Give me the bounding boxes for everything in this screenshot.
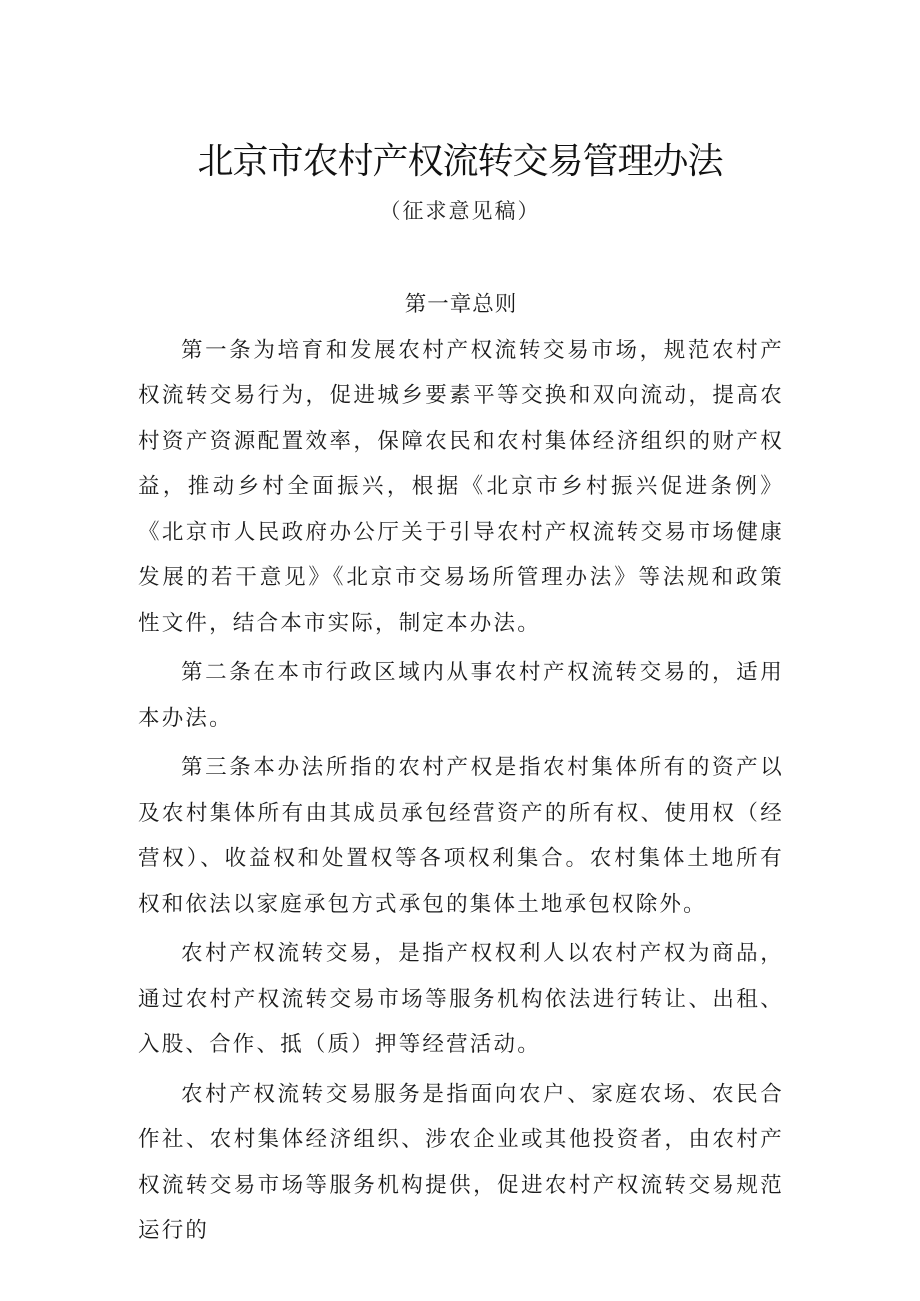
transaction-definition-paragraph: 农村产权流转交易，是指产权权利人以农村产权为商品，通过农村产权流转交易市场等服务机构依法进行转让、出租、入股、合作、抵（质）押等经营活动。 bbox=[138, 941, 784, 1057]
article-2-paragraph: 第二条在本市行政区域内从事农村产权流转交易的，适用本办法。 bbox=[138, 660, 784, 731]
service-definition-paragraph: 农村产权流转交易服务是指面向农户、家庭农场、农民合作社、农村集体经济组织、涉农企业或其他投资者，由农村产权流转交易市场等服务机构提供，促进农村产权流转交易规范运行的 bbox=[138, 1081, 784, 1243]
document-body bbox=[138, 282, 784, 1258]
article-3-paragraph: 第三条本办法所指的农村产权是指农村集体所有的资产以及农村集体所有由其成员承包经营资产的所有权、使用权（经营权）、收益权和处置权等各项权利集合。农村集体土地所有权和依法以家庭承包方式承包的集体土地承包权除外。 bbox=[138, 755, 784, 917]
document-title: 北京市农村产权流转交易管理办法 bbox=[197, 141, 723, 182]
chapter-heading: 第一章总则 bbox=[404, 292, 518, 317]
article-1-paragraph: 第一条为培育和发展农村产权流转交易市场，规范农村产权流转交易行为，促进城乡要素平等交换和双向流动，提高农村资产资源配置效率，保障农民和农村集体经济组织的财产权益，推动乡村全面振兴，根据《北京市乡村振兴促进条例》《北京市人民政府办公厅关于引导农村产权流转交易市场健康发展的若干意见》《北京市交易场所管理办法》等法规和政策性文件，结合本市实际，制定本办法。 bbox=[138, 337, 784, 636]
document-subtitle: （征求意见稿） bbox=[379, 199, 541, 223]
